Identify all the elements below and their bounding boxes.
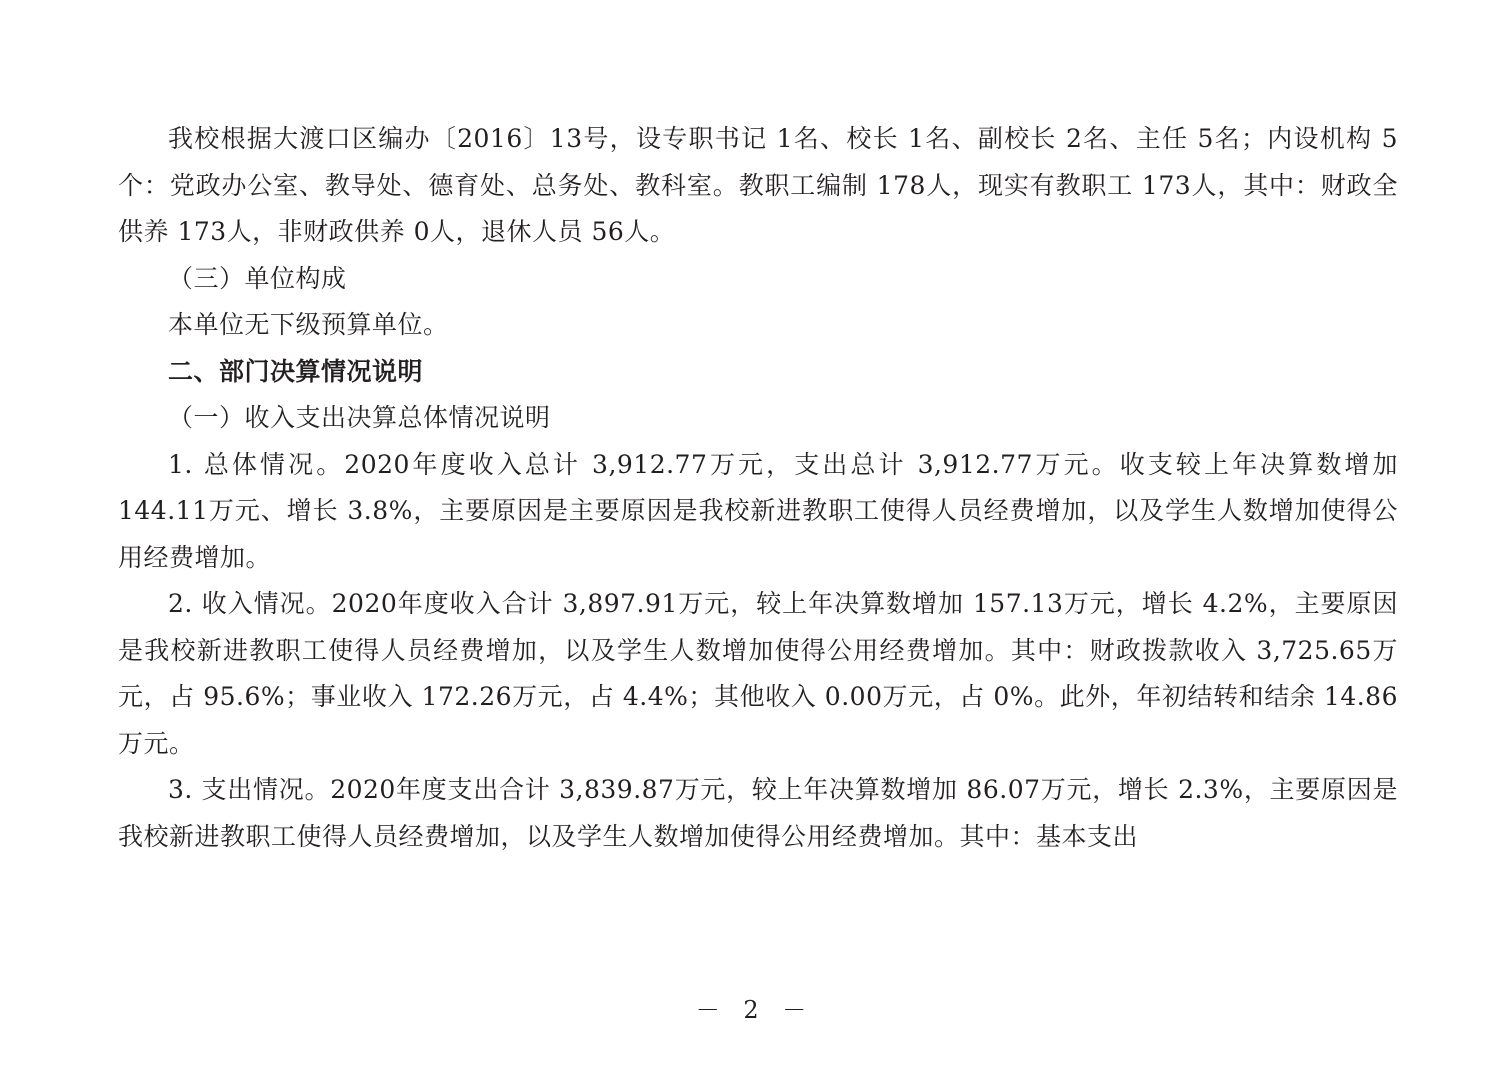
section-heading-final-accounts: 二、部门决算情况说明 <box>168 356 424 386</box>
paragraph-staffing: 我校根据大渡口区编办〔2016〕13号，设专职书记 1名、校长 1名、副校长 2名、主任 5名；内设机构 5个：党政办公室、教导处、德育处、总务处、教科室。教职工编制 178人，现实有教职工 173人，其中：财政全供养 173人，非财政供养 0人，退休人员 56人。 <box>118 124 1398 246</box>
page-number: － 2 － <box>695 996 815 1024</box>
paragraph-overall-situation: 1. 总体情况。2020年度收入总计 3,912.77万元，支出总计 3,912.77万元。收支较上年决算数增加 144.11万元、增长 3.8%，主要原因是主要原因是我校新进教职工使得人员经费增加，以及学生人数增加使得公用经费增加。 <box>118 449 1398 572</box>
paragraph-unit-composition: 本单位无下级预算单位。 <box>168 310 449 339</box>
paragraph-income-situation: 2. 收入情况。2020年度收入合计 3,897.91万元，较上年决算数增加 157.13万元，增长 4.2%，主要原因是我校新进教职工使得人员经费增加，以及学生人数增加使得公用经费增加。其中：财政拨款收入 3,725.65万元，占 95.6%；事业收入 172.26万元，占 4.4%；其他收入 0.00万元，占 0%。此外，年初结转和结余 14.86万元。 <box>118 589 1398 758</box>
paragraph-expense-situation: 3. 支出情况。2020年度支出合计 3,839.87万元，较上年决算数增加 86.07万元，增长 2.3%，主要原因是我校新进教职工使得人员经费增加，以及学生人数增加使得公用经费增加。其中：基本支出 <box>118 775 1398 851</box>
section-heading-unit-composition: （三）单位构成 <box>168 263 347 293</box>
section-heading-overall-income-expense: （一）收入支出决算总体情况说明 <box>168 403 551 432</box>
document-body <box>118 116 1398 860</box>
